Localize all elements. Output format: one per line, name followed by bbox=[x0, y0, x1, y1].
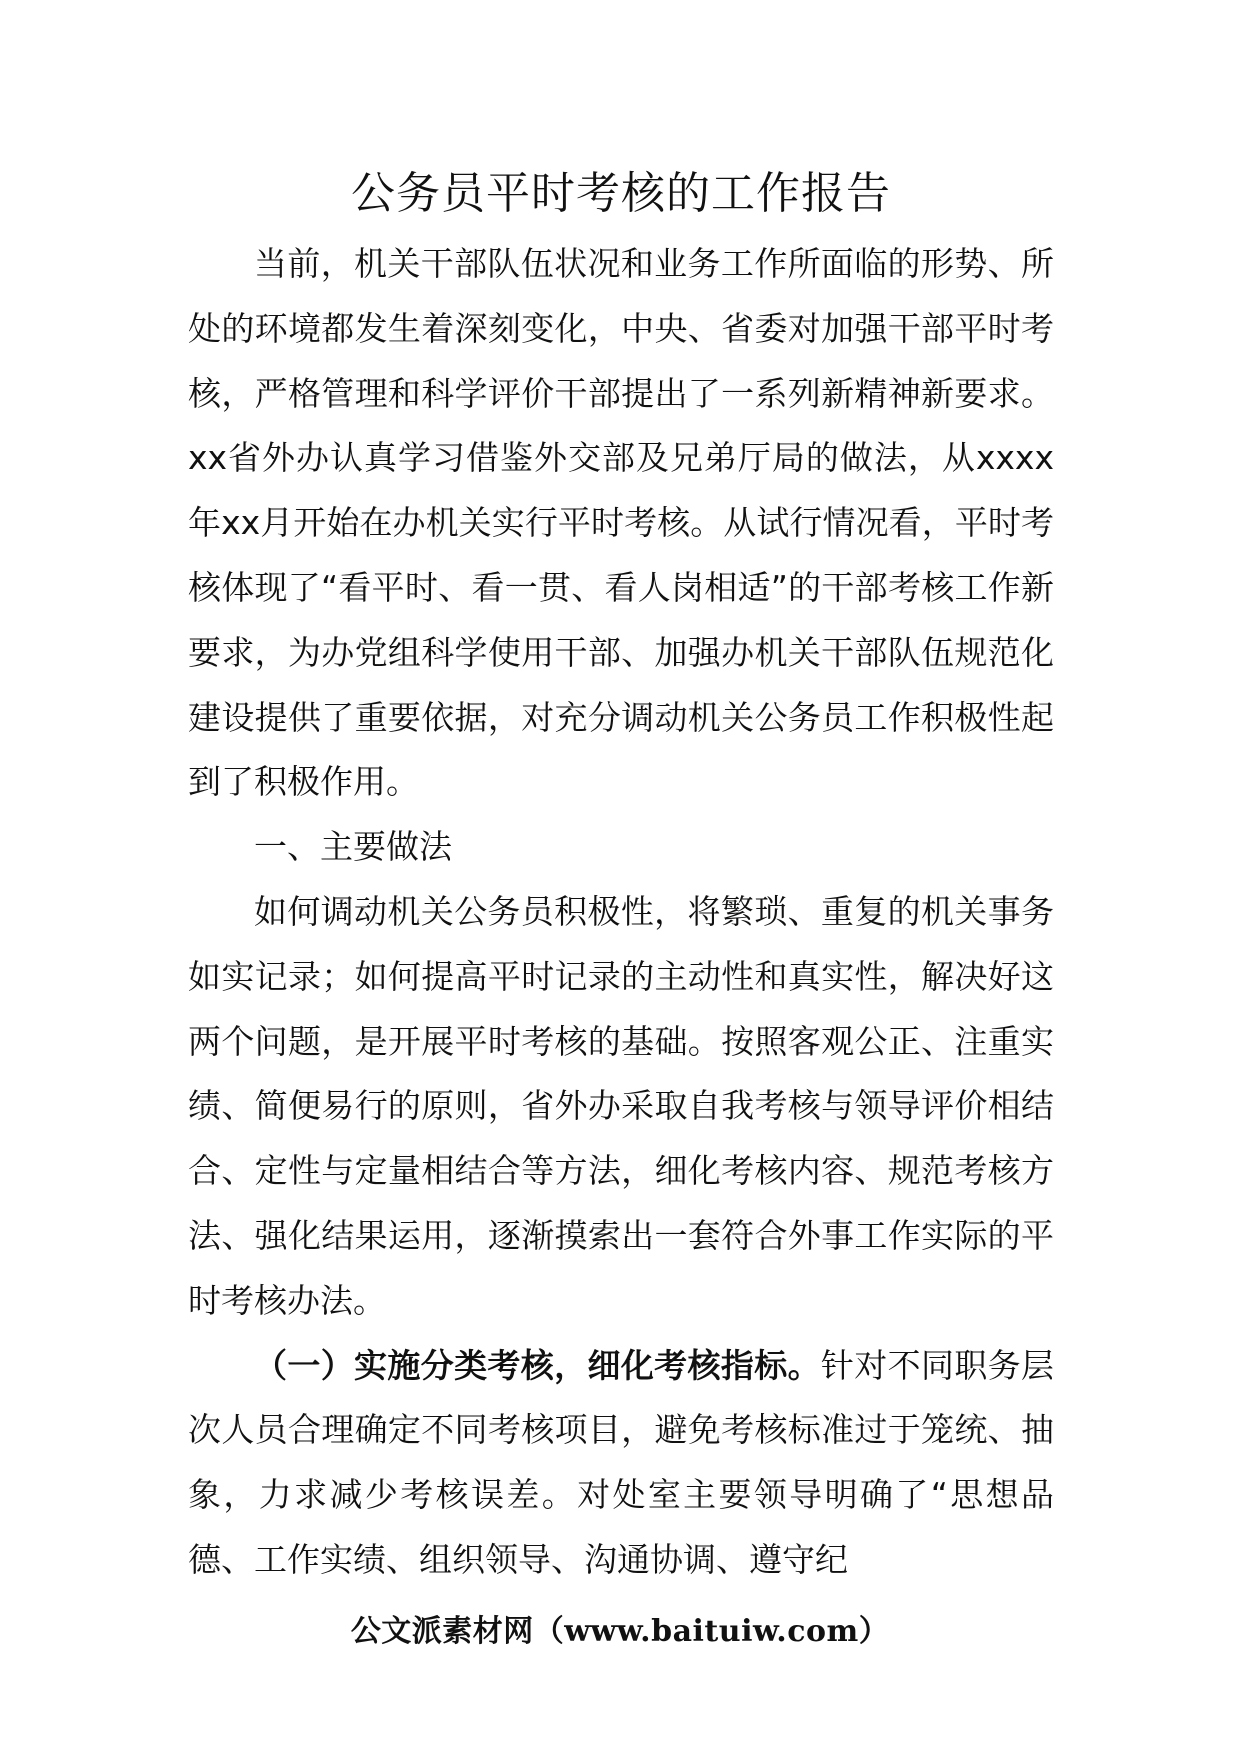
section-heading: 一、主要做法 bbox=[254, 827, 452, 867]
document-title: 公务员平时考核的工作报告 bbox=[351, 168, 891, 219]
footer-watermark: 公文派素材网（www.baituiw.com） bbox=[350, 1614, 890, 1649]
document-page bbox=[188, 160, 1054, 1593]
subsection-paragraph bbox=[188, 1334, 1054, 1593]
intro-paragraph: 当前，机关干部队伍状况和业务工作所面临的形势、所处的环境都发生着深刻变化，中央、省委对加强干部平时考核，严格管理和科学评价干部提出了一系列新精神新要求。xx省外办认真学习借鉴外交部及兄弟厅局的做法，从xxxx年xx月开始在办机关实行平时考核。从试行情况看，平时考核体现了“看平时、看一贯、看人岗相适”的干部考核工作新要求，为办党组科学使用干部、加强办机关干部队伍规范化建设提供了重要依据，对充分调动机关公务员工作积极性起到了积极作用。 bbox=[188, 244, 1054, 802]
section-paragraph: 如何调动机关公务员积极性，将繁琐、重复的机关事务如实记录；如何提高平时记录的主动性和真实性，解决好这两个问题，是开展平时考核的基础。按照客观公正、注重实绩、简便易行的原则，省外办采取自我考核与领导评价相结合、定性与定量相结合等方法，细化考核内容、规范考核方法、强化结果运用，逐渐摸索出一套符合外事工作实际的平时考核办法。 bbox=[188, 891, 1054, 1320]
subsection-lead: （一）实施分类考核，细化考核指标。 bbox=[254, 1345, 821, 1385]
subsection-text: 针对不同职务层次人员合理确定不同考核项目，避免考核标准过于笼统、抽象，力求减少考核误差。对处室主要领导明确了“思想品德、工作实绩、组织领导、沟通协调、遵守纪 bbox=[188, 1345, 1055, 1579]
